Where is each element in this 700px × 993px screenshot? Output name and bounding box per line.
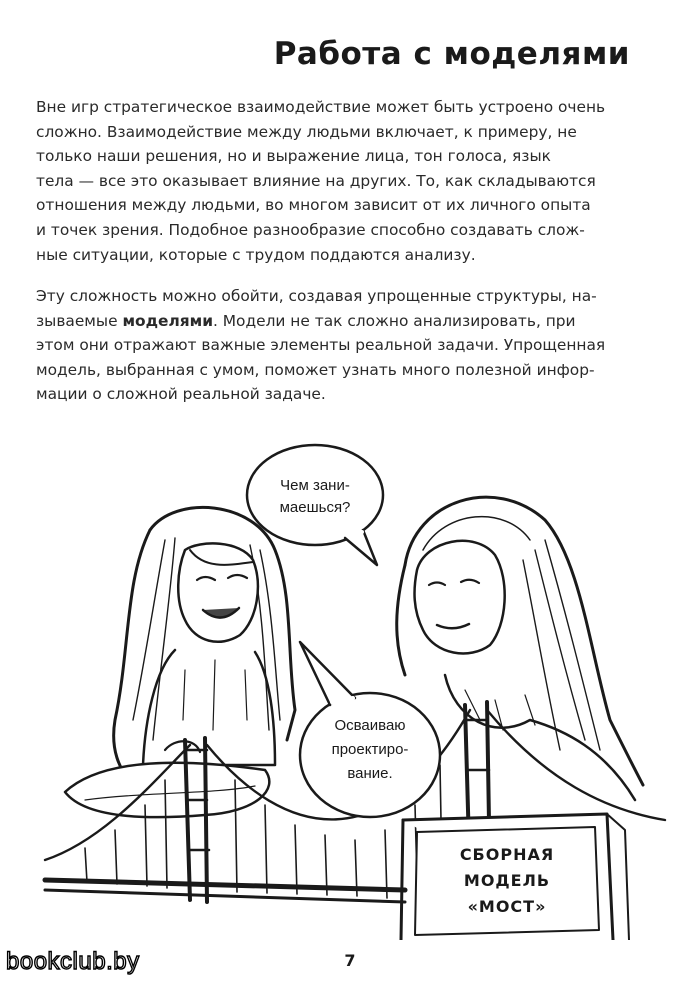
girl-left-figure <box>65 507 295 817</box>
sign-line: МОДЕЛЬ <box>463 871 551 890</box>
paragraph-line: сложно. Взаимодействие между людьми включает, к примеру, не <box>36 122 577 141</box>
paragraph-line: Вне игр стратегическое взаимодействие может быть устроено очень <box>36 98 606 116</box>
paragraph-line <box>36 309 638 334</box>
paragraph-models <box>36 284 638 407</box>
page-number: 7 <box>344 951 356 970</box>
watermark-logo: bookclub.by <box>6 948 140 975</box>
paragraph-line: только наши решения, но и выражение лица, тон голоса, язык <box>36 147 551 166</box>
paragraph-line: тела — все это оказывает влияние на других. То, как складываются <box>36 171 596 190</box>
bubble-answer-line: Осваиваю <box>334 717 406 734</box>
page-title: Работа с моделями <box>273 36 630 72</box>
paragraph-line: модель, выбранная с умом, поможет узнать много полезной инфор- <box>36 360 595 379</box>
sign-line: «МОСТ» <box>467 897 547 916</box>
comic-illustration <box>25 420 675 940</box>
paragraph-line: Эту сложность можно обойти, создавая упрощенные структуры, на- <box>36 287 597 305</box>
bubble-answer-line: проектиро- <box>331 741 409 758</box>
sign-line: СБОРНАЯ <box>459 845 555 864</box>
paragraph-line: этом они отражают важные элементы реальной задачи. Упрощенная <box>36 336 606 355</box>
bubble-question-line: маешься? <box>279 499 351 516</box>
paragraph-line: отношения между людьми, во многом зависит от их личного опыта <box>36 196 591 215</box>
paragraph-line: ные ситуации, которые с трудом поддаются анализу. <box>36 245 476 264</box>
bubble-question-line: Чем зани- <box>280 477 350 494</box>
paragraph-intro <box>36 95 638 267</box>
line-text: зываемые <box>36 311 123 330</box>
term-models-bold: моделями <box>122 311 213 330</box>
bubble-answer-line: вание. <box>347 765 393 782</box>
paragraph-line: мации о сложной реальной задаче. <box>36 385 326 404</box>
line-text: . Модели не так сложно анализировать, при <box>212 311 576 330</box>
paragraph-line: и точек зрения. Подобное разнообразие способно создавать слож- <box>36 220 585 239</box>
